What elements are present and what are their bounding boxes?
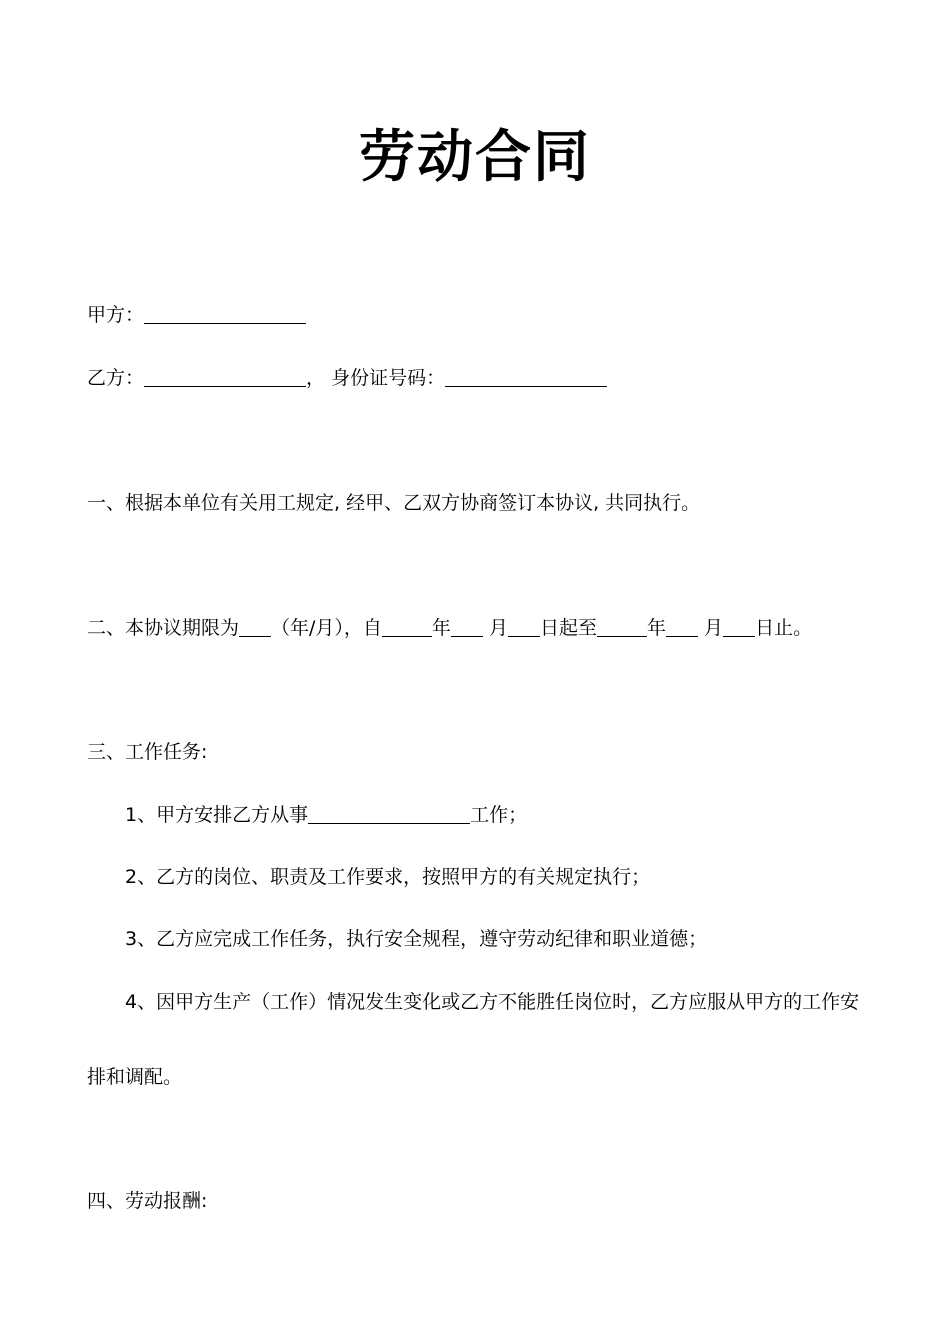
clause-1: 一、根据本单位有关用工规定, 经甲、乙双方协商签订本协议, 共同执行。	[87, 492, 701, 514]
id-separator: ，	[306, 367, 326, 389]
id-number-blank[interactable]	[445, 366, 607, 387]
clause-3-item-1	[125, 802, 527, 828]
document-title: 劳动合同	[359, 125, 591, 190]
party-a-line	[87, 302, 306, 328]
start-year-label: 年	[431, 617, 451, 639]
clause-3-item-3: 3、乙方应完成工作任务，执行安全规程，遵守劳动纪律和职业道德；	[125, 928, 708, 950]
clause-3-item-4-line-2: 排和调配。	[87, 1066, 183, 1088]
clause-2-unit: （年/月），自	[271, 617, 382, 639]
job-description-blank[interactable]	[308, 803, 470, 824]
clause-3-item-2: 2、乙方的岗位、职责及工作要求，按照甲方的有关规定执行；	[125, 866, 651, 888]
end-day-label: 日止。	[755, 617, 813, 639]
id-number-label: 身份证号码：	[331, 367, 446, 389]
clause-2	[87, 615, 812, 641]
party-b-blank[interactable]	[144, 366, 306, 387]
clause-3-item-1-suffix: 工作；	[470, 804, 528, 826]
clause-4-heading: 四、劳动报酬:	[87, 1190, 208, 1212]
clause-3-item-1-prefix: 1、甲方安排乙方从事	[125, 804, 309, 826]
party-a-blank[interactable]	[144, 303, 306, 324]
party-a-label: 甲方：	[87, 304, 145, 326]
end-year-label: 年	[647, 617, 667, 639]
end-month-label: 月	[698, 617, 724, 639]
clause-2-prefix: 二、本协议期限为	[87, 617, 240, 639]
party-b-label: 乙方：	[87, 367, 145, 389]
end-day-blank[interactable]	[723, 616, 755, 637]
start-year-blank[interactable]	[382, 616, 432, 637]
start-day-label: 日起至	[539, 617, 597, 639]
term-length-blank[interactable]	[239, 616, 271, 637]
start-month-blank[interactable]	[451, 616, 483, 637]
party-b-line	[87, 365, 607, 391]
end-year-blank[interactable]	[597, 616, 647, 637]
clause-3-item-4-line-1: 4、因甲方生产（工作）情况发生变化或乙方不能胜任岗位时，乙方应服从甲方的工作安	[125, 991, 860, 1013]
end-month-blank[interactable]	[666, 616, 698, 637]
clause-3-heading: 三、工作任务:	[87, 741, 208, 763]
start-day-blank[interactable]	[508, 616, 540, 637]
start-month-label: 月	[482, 617, 508, 639]
